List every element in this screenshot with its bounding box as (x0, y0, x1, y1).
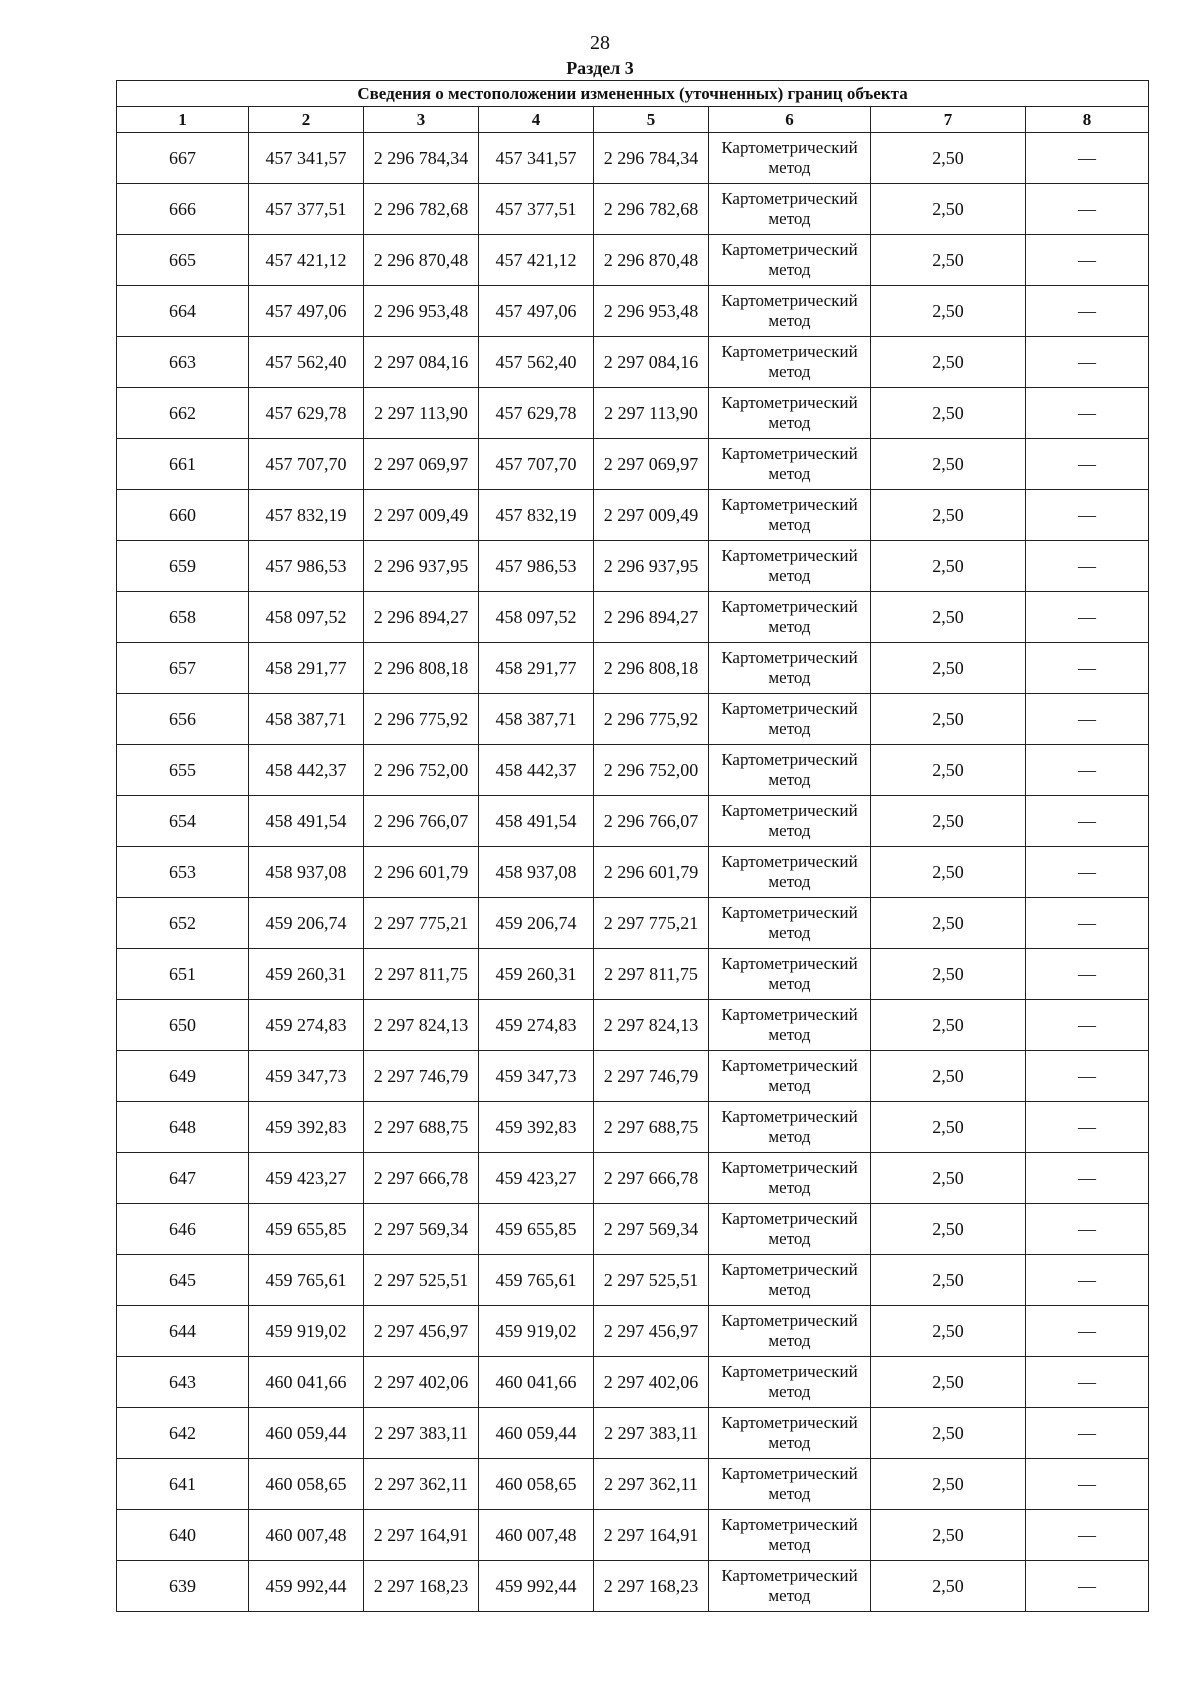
method-cell: Картометрический метод (709, 745, 871, 796)
accuracy-cell: 2,50 (871, 1561, 1026, 1612)
column-number: 6 (709, 107, 871, 133)
coordinate-y-cell: 2 297 402,06 (594, 1357, 709, 1408)
coordinate-x-cell: 460 041,66 (479, 1357, 594, 1408)
method-cell: Картометрический метод (709, 541, 871, 592)
coordinate-x-cell: 458 291,77 (249, 643, 364, 694)
coordinate-x-cell: 457 562,40 (249, 337, 364, 388)
point-number-cell: 658 (117, 592, 249, 643)
coordinate-y-cell: 2 297 113,90 (594, 388, 709, 439)
coordinate-x-cell: 458 491,54 (249, 796, 364, 847)
point-number-cell: 654 (117, 796, 249, 847)
coordinate-x-cell: 457 341,57 (479, 133, 594, 184)
note-cell: — (1026, 235, 1149, 286)
method-cell: Картометрический метод (709, 1051, 871, 1102)
table-row (117, 694, 1149, 745)
accuracy-cell: 2,50 (871, 388, 1026, 439)
table-row (117, 1510, 1149, 1561)
coordinate-y-cell: 2 296 782,68 (364, 184, 479, 235)
table-row (117, 490, 1149, 541)
method-cell: Картометрический метод (709, 1459, 871, 1510)
coordinate-x-cell: 459 919,02 (249, 1306, 364, 1357)
method-cell: Картометрический метод (709, 337, 871, 388)
table-caption: Сведения о местоположении измененных (уточненных) границ объекта (117, 81, 1149, 107)
accuracy-cell: 2,50 (871, 1306, 1026, 1357)
table-row (117, 1153, 1149, 1204)
point-number-cell: 659 (117, 541, 249, 592)
coordinate-y-cell: 2 296 766,07 (364, 796, 479, 847)
coordinate-y-cell: 2 297 525,51 (594, 1255, 709, 1306)
note-cell: — (1026, 643, 1149, 694)
method-cell: Картометрический метод (709, 490, 871, 541)
coordinate-y-cell: 2 296 752,00 (364, 745, 479, 796)
section-title: Раздел 3 (566, 58, 634, 78)
coordinate-x-cell: 459 423,27 (249, 1153, 364, 1204)
note-cell: — (1026, 541, 1149, 592)
note-cell: — (1026, 1051, 1149, 1102)
coordinate-x-cell: 457 832,19 (249, 490, 364, 541)
point-number-cell: 665 (117, 235, 249, 286)
coordinate-x-cell: 460 058,65 (249, 1459, 364, 1510)
coordinate-x-cell: 457 421,12 (479, 235, 594, 286)
note-cell: — (1026, 1102, 1149, 1153)
coordinate-x-cell: 457 629,78 (479, 388, 594, 439)
accuracy-cell: 2,50 (871, 1357, 1026, 1408)
accuracy-cell: 2,50 (871, 235, 1026, 286)
note-cell: — (1026, 1459, 1149, 1510)
accuracy-cell: 2,50 (871, 1051, 1026, 1102)
point-number-cell: 641 (117, 1459, 249, 1510)
boundary-coordinates-table (116, 80, 1149, 1612)
method-cell: Картометрический метод (709, 1408, 871, 1459)
coordinate-y-cell: 2 297 168,23 (364, 1561, 479, 1612)
coordinate-x-cell: 457 986,53 (479, 541, 594, 592)
point-number-cell: 649 (117, 1051, 249, 1102)
column-number: 1 (117, 107, 249, 133)
accuracy-cell: 2,50 (871, 592, 1026, 643)
coordinate-x-cell: 460 041,66 (249, 1357, 364, 1408)
coordinate-y-cell: 2 297 009,49 (594, 490, 709, 541)
accuracy-cell: 2,50 (871, 1459, 1026, 1510)
method-cell: Картометрический метод (709, 286, 871, 337)
note-cell: — (1026, 1561, 1149, 1612)
column-number: 4 (479, 107, 594, 133)
coordinate-y-cell: 2 297 084,16 (364, 337, 479, 388)
coordinate-y-cell: 2 296 752,00 (594, 745, 709, 796)
note-cell: — (1026, 694, 1149, 745)
coordinate-x-cell: 459 919,02 (479, 1306, 594, 1357)
table-row (117, 133, 1149, 184)
point-number-cell: 664 (117, 286, 249, 337)
note-cell: — (1026, 796, 1149, 847)
coordinate-y-cell: 2 296 808,18 (594, 643, 709, 694)
coordinate-x-cell: 458 097,52 (479, 592, 594, 643)
coordinate-x-cell: 457 707,70 (249, 439, 364, 490)
method-cell: Картометрический метод (709, 1306, 871, 1357)
table-row (117, 1000, 1149, 1051)
note-cell: — (1026, 1000, 1149, 1051)
table-row (117, 847, 1149, 898)
coordinate-y-cell: 2 296 870,48 (594, 235, 709, 286)
coordinate-x-cell: 458 442,37 (249, 745, 364, 796)
table-row (117, 1357, 1149, 1408)
coordinate-x-cell: 457 341,57 (249, 133, 364, 184)
coordinate-x-cell: 459 206,74 (479, 898, 594, 949)
coordinate-y-cell: 2 297 164,91 (594, 1510, 709, 1561)
coordinate-y-cell: 2 296 775,92 (594, 694, 709, 745)
method-cell: Картометрический метод (709, 1153, 871, 1204)
note-cell: — (1026, 388, 1149, 439)
point-number-cell: 640 (117, 1510, 249, 1561)
column-number: 3 (364, 107, 479, 133)
point-number-cell: 666 (117, 184, 249, 235)
note-cell: — (1026, 1204, 1149, 1255)
coordinate-y-cell: 2 297 069,97 (594, 439, 709, 490)
coordinate-x-cell: 459 392,83 (249, 1102, 364, 1153)
coordinate-x-cell: 458 442,37 (479, 745, 594, 796)
note-cell: — (1026, 847, 1149, 898)
accuracy-cell: 2,50 (871, 1510, 1026, 1561)
point-number-cell: 647 (117, 1153, 249, 1204)
note-cell: — (1026, 133, 1149, 184)
table-row (117, 796, 1149, 847)
point-number-cell: 661 (117, 439, 249, 490)
point-number-cell: 653 (117, 847, 249, 898)
coordinate-y-cell: 2 297 811,75 (364, 949, 479, 1000)
table-row (117, 1204, 1149, 1255)
coordinate-x-cell: 460 058,65 (479, 1459, 594, 1510)
coordinate-x-cell: 458 291,77 (479, 643, 594, 694)
coordinate-y-cell: 2 296 953,48 (594, 286, 709, 337)
accuracy-cell: 2,50 (871, 796, 1026, 847)
coordinate-y-cell: 2 297 746,79 (594, 1051, 709, 1102)
coordinate-x-cell: 458 097,52 (249, 592, 364, 643)
coordinate-y-cell: 2 297 688,75 (594, 1102, 709, 1153)
point-number-cell: 662 (117, 388, 249, 439)
coordinate-y-cell: 2 297 456,97 (594, 1306, 709, 1357)
table-row (117, 898, 1149, 949)
table-row (117, 1459, 1149, 1510)
coordinate-y-cell: 2 297 362,11 (594, 1459, 709, 1510)
accuracy-cell: 2,50 (871, 337, 1026, 388)
coordinate-x-cell: 457 377,51 (249, 184, 364, 235)
column-number: 8 (1026, 107, 1149, 133)
coordinate-x-cell: 459 206,74 (249, 898, 364, 949)
coordinate-y-cell: 2 297 456,97 (364, 1306, 479, 1357)
table-row (117, 184, 1149, 235)
column-number: 2 (249, 107, 364, 133)
coordinate-x-cell: 457 497,06 (479, 286, 594, 337)
coordinate-x-cell: 457 421,12 (249, 235, 364, 286)
note-cell: — (1026, 184, 1149, 235)
coordinate-x-cell: 457 832,19 (479, 490, 594, 541)
coordinate-x-cell: 458 387,71 (249, 694, 364, 745)
accuracy-cell: 2,50 (871, 898, 1026, 949)
coordinate-y-cell: 2 297 164,91 (364, 1510, 479, 1561)
coordinate-y-cell: 2 297 084,16 (594, 337, 709, 388)
coordinate-y-cell: 2 297 666,78 (594, 1153, 709, 1204)
note-cell: — (1026, 1153, 1149, 1204)
note-cell: — (1026, 1255, 1149, 1306)
accuracy-cell: 2,50 (871, 1408, 1026, 1459)
coordinate-y-cell: 2 297 811,75 (594, 949, 709, 1000)
coordinate-y-cell: 2 296 782,68 (594, 184, 709, 235)
point-number-cell: 648 (117, 1102, 249, 1153)
table-row (117, 1255, 1149, 1306)
coordinate-y-cell: 2 297 688,75 (364, 1102, 479, 1153)
accuracy-cell: 2,50 (871, 490, 1026, 541)
coordinate-y-cell: 2 296 870,48 (364, 235, 479, 286)
coordinate-x-cell: 458 937,08 (249, 847, 364, 898)
method-cell: Картометрический метод (709, 949, 871, 1000)
note-cell: — (1026, 1357, 1149, 1408)
accuracy-cell: 2,50 (871, 643, 1026, 694)
table-row (117, 1102, 1149, 1153)
coordinate-x-cell: 457 377,51 (479, 184, 594, 235)
coordinate-y-cell: 2 297 746,79 (364, 1051, 479, 1102)
table-row (117, 1561, 1149, 1612)
accuracy-cell: 2,50 (871, 184, 1026, 235)
table-row (117, 541, 1149, 592)
method-cell: Картометрический метод (709, 1204, 871, 1255)
point-number-cell: 642 (117, 1408, 249, 1459)
coordinate-x-cell: 459 992,44 (479, 1561, 594, 1612)
note-cell: — (1026, 490, 1149, 541)
coordinate-x-cell: 460 059,44 (479, 1408, 594, 1459)
accuracy-cell: 2,50 (871, 1000, 1026, 1051)
coordinate-x-cell: 459 655,85 (249, 1204, 364, 1255)
table-row (117, 1051, 1149, 1102)
coordinate-y-cell: 2 297 113,90 (364, 388, 479, 439)
note-cell: — (1026, 337, 1149, 388)
coordinate-y-cell: 2 296 775,92 (364, 694, 479, 745)
coordinate-x-cell: 459 347,73 (249, 1051, 364, 1102)
coordinate-x-cell: 459 347,73 (479, 1051, 594, 1102)
coordinate-y-cell: 2 296 937,95 (594, 541, 709, 592)
point-number-cell: 646 (117, 1204, 249, 1255)
coordinate-y-cell: 2 297 775,21 (594, 898, 709, 949)
table-row (117, 286, 1149, 337)
note-cell: — (1026, 745, 1149, 796)
method-cell: Картометрический метод (709, 1357, 871, 1408)
note-cell: — (1026, 592, 1149, 643)
method-cell: Картометрический метод (709, 796, 871, 847)
coordinate-y-cell: 2 296 937,95 (364, 541, 479, 592)
coordinate-y-cell: 2 296 784,34 (364, 133, 479, 184)
method-cell: Картометрический метод (709, 1561, 871, 1612)
method-cell: Картометрический метод (709, 898, 871, 949)
coordinate-y-cell: 2 297 824,13 (594, 1000, 709, 1051)
method-cell: Картометрический метод (709, 643, 871, 694)
point-number-cell: 639 (117, 1561, 249, 1612)
coordinate-x-cell: 458 937,08 (479, 847, 594, 898)
table-row (117, 643, 1149, 694)
table-row (117, 439, 1149, 490)
coordinate-x-cell: 457 562,40 (479, 337, 594, 388)
note-cell: — (1026, 1306, 1149, 1357)
coordinate-x-cell: 459 260,31 (479, 949, 594, 1000)
point-number-cell: 650 (117, 1000, 249, 1051)
coordinate-x-cell: 459 655,85 (479, 1204, 594, 1255)
note-cell: — (1026, 439, 1149, 490)
coordinate-x-cell: 460 059,44 (249, 1408, 364, 1459)
method-cell: Картометрический метод (709, 388, 871, 439)
coordinate-y-cell: 2 297 569,34 (594, 1204, 709, 1255)
point-number-cell: 652 (117, 898, 249, 949)
method-cell: Картометрический метод (709, 847, 871, 898)
coordinate-x-cell: 458 387,71 (479, 694, 594, 745)
method-cell: Картометрический метод (709, 439, 871, 490)
coordinate-x-cell: 459 765,61 (479, 1255, 594, 1306)
method-cell: Картометрический метод (709, 592, 871, 643)
table-row (117, 235, 1149, 286)
accuracy-cell: 2,50 (871, 1204, 1026, 1255)
coordinate-y-cell: 2 296 766,07 (594, 796, 709, 847)
table-row (117, 388, 1149, 439)
coordinate-y-cell: 2 297 362,11 (364, 1459, 479, 1510)
coordinate-x-cell: 459 274,83 (479, 1000, 594, 1051)
coordinate-x-cell: 457 986,53 (249, 541, 364, 592)
coordinate-x-cell: 457 629,78 (249, 388, 364, 439)
accuracy-cell: 2,50 (871, 541, 1026, 592)
coordinate-y-cell: 2 297 009,49 (364, 490, 479, 541)
method-cell: Картометрический метод (709, 1255, 871, 1306)
coordinate-y-cell: 2 297 168,23 (594, 1561, 709, 1612)
method-cell: Картометрический метод (709, 1510, 871, 1561)
accuracy-cell: 2,50 (871, 1153, 1026, 1204)
point-number-cell: 643 (117, 1357, 249, 1408)
coordinate-x-cell: 459 274,83 (249, 1000, 364, 1051)
coordinate-y-cell: 2 297 383,11 (594, 1408, 709, 1459)
coordinate-x-cell: 457 497,06 (249, 286, 364, 337)
table-body (117, 133, 1149, 1612)
accuracy-cell: 2,50 (871, 745, 1026, 796)
table-row (117, 1408, 1149, 1459)
column-number: 7 (871, 107, 1026, 133)
coordinate-y-cell: 2 296 953,48 (364, 286, 479, 337)
coordinate-x-cell: 459 992,44 (249, 1561, 364, 1612)
table-row (117, 949, 1149, 1000)
coordinate-x-cell: 460 007,48 (479, 1510, 594, 1561)
accuracy-cell: 2,50 (871, 847, 1026, 898)
note-cell: — (1026, 1510, 1149, 1561)
accuracy-cell: 2,50 (871, 1102, 1026, 1153)
accuracy-cell: 2,50 (871, 133, 1026, 184)
method-cell: Картометрический метод (709, 1000, 871, 1051)
coordinate-y-cell: 2 296 894,27 (594, 592, 709, 643)
coordinate-y-cell: 2 297 402,06 (364, 1357, 479, 1408)
coordinate-x-cell: 459 423,27 (479, 1153, 594, 1204)
method-cell: Картометрический метод (709, 235, 871, 286)
point-number-cell: 651 (117, 949, 249, 1000)
table-row (117, 745, 1149, 796)
coordinate-x-cell: 459 765,61 (249, 1255, 364, 1306)
method-cell: Картометрический метод (709, 184, 871, 235)
method-cell: Картометрический метод (709, 133, 871, 184)
note-cell: — (1026, 949, 1149, 1000)
coordinate-y-cell: 2 296 894,27 (364, 592, 479, 643)
coordinate-x-cell: 457 707,70 (479, 439, 594, 490)
accuracy-cell: 2,50 (871, 286, 1026, 337)
note-cell: — (1026, 1408, 1149, 1459)
point-number-cell: 655 (117, 745, 249, 796)
point-number-cell: 660 (117, 490, 249, 541)
method-cell: Картометрический метод (709, 1102, 871, 1153)
coordinate-y-cell: 2 296 808,18 (364, 643, 479, 694)
coordinate-y-cell: 2 296 601,79 (364, 847, 479, 898)
coordinate-y-cell: 2 297 775,21 (364, 898, 479, 949)
coordinate-y-cell: 2 297 525,51 (364, 1255, 479, 1306)
note-cell: — (1026, 898, 1149, 949)
coordinate-y-cell: 2 297 069,97 (364, 439, 479, 490)
point-number-cell: 663 (117, 337, 249, 388)
table-row (117, 592, 1149, 643)
point-number-cell: 644 (117, 1306, 249, 1357)
coordinate-y-cell: 2 297 666,78 (364, 1153, 479, 1204)
coordinate-x-cell: 458 491,54 (479, 796, 594, 847)
column-number-row (117, 107, 1149, 133)
method-cell: Картометрический метод (709, 694, 871, 745)
coordinate-y-cell: 2 297 383,11 (364, 1408, 479, 1459)
table-row (117, 1306, 1149, 1357)
accuracy-cell: 2,50 (871, 439, 1026, 490)
point-number-cell: 656 (117, 694, 249, 745)
point-number-cell: 667 (117, 133, 249, 184)
column-number: 5 (594, 107, 709, 133)
coordinate-y-cell: 2 297 569,34 (364, 1204, 479, 1255)
accuracy-cell: 2,50 (871, 949, 1026, 1000)
coordinate-x-cell: 459 260,31 (249, 949, 364, 1000)
page-number: 28 (590, 32, 610, 54)
point-number-cell: 645 (117, 1255, 249, 1306)
coordinate-y-cell: 2 297 824,13 (364, 1000, 479, 1051)
coordinate-x-cell: 459 392,83 (479, 1102, 594, 1153)
coordinate-x-cell: 460 007,48 (249, 1510, 364, 1561)
accuracy-cell: 2,50 (871, 1255, 1026, 1306)
accuracy-cell: 2,50 (871, 694, 1026, 745)
point-number-cell: 657 (117, 643, 249, 694)
table-row (117, 337, 1149, 388)
coordinate-y-cell: 2 296 784,34 (594, 133, 709, 184)
coordinate-y-cell: 2 296 601,79 (594, 847, 709, 898)
note-cell: — (1026, 286, 1149, 337)
